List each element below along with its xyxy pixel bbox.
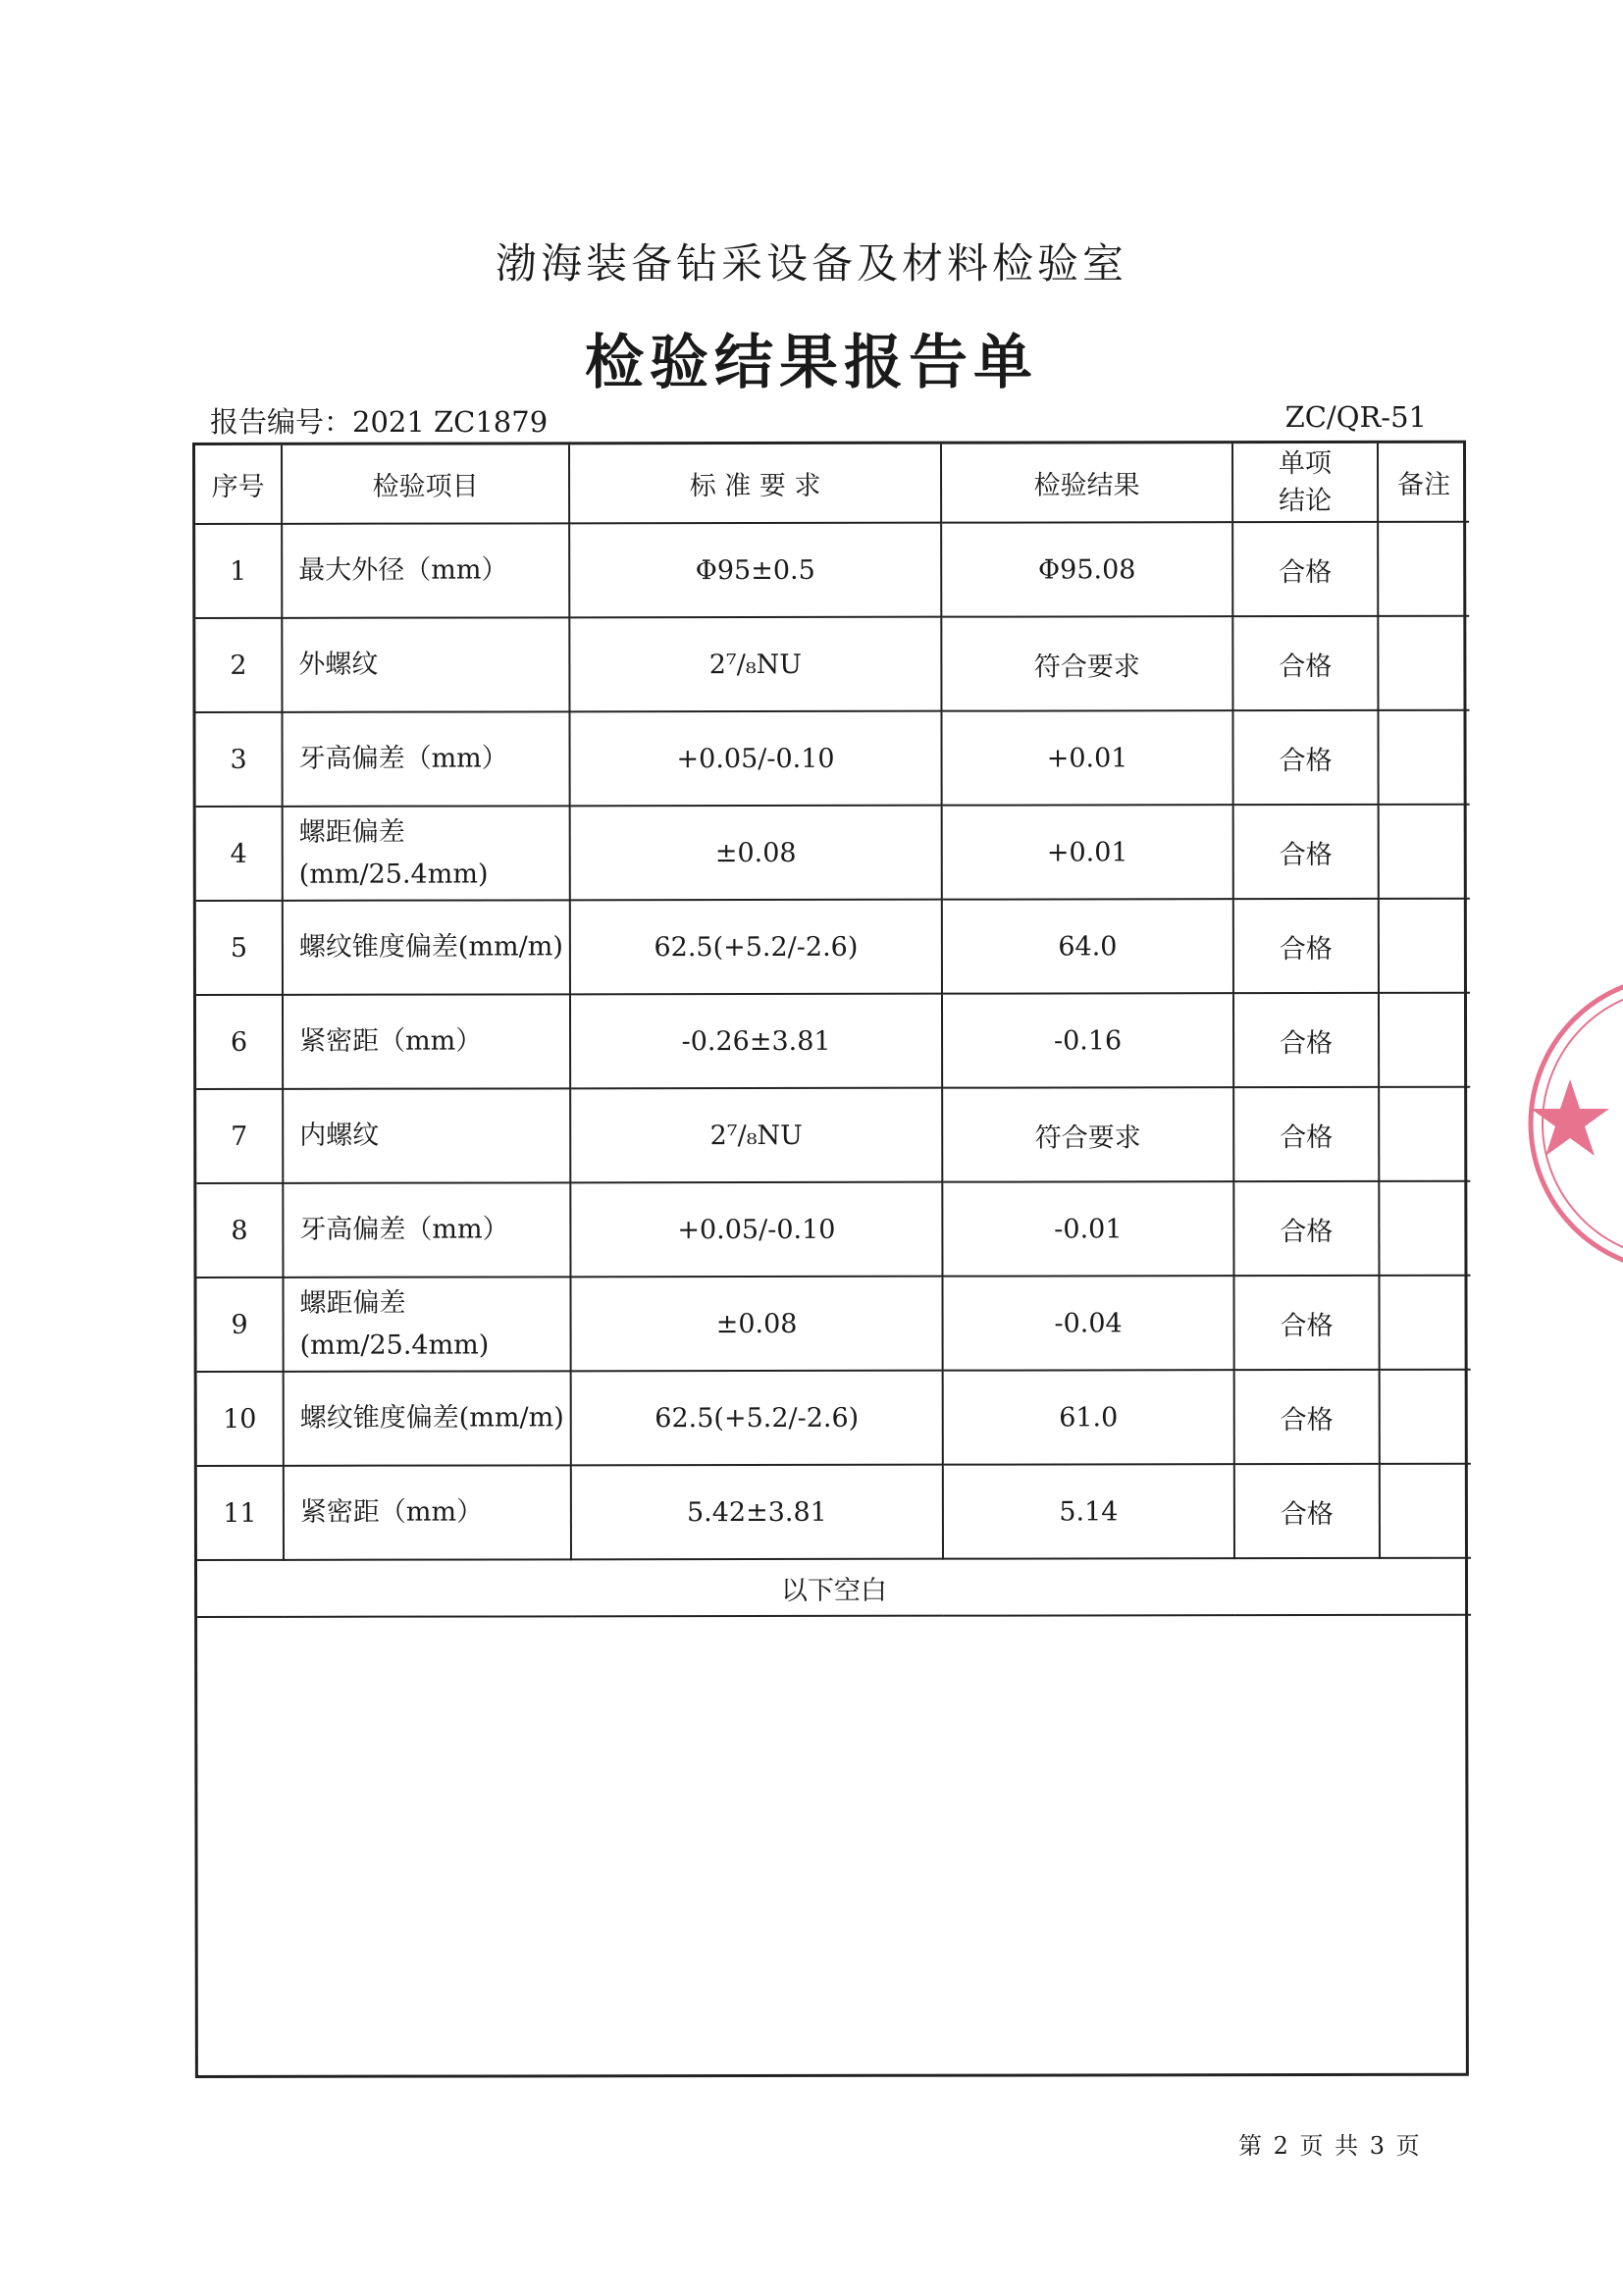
row-number: 8 bbox=[196, 1183, 283, 1278]
col-header-no: 序号 bbox=[195, 445, 282, 524]
row-remark bbox=[1378, 522, 1469, 616]
page-number: 第 2 页 共 3 页 bbox=[1238, 2132, 1422, 2160]
col-header-remark: 备注 bbox=[1378, 444, 1469, 522]
col-header-item: 检验项目 bbox=[282, 444, 569, 524]
row-number: 11 bbox=[197, 1466, 284, 1560]
col-header-verdict-text: 单项结论 bbox=[1279, 447, 1333, 516]
report-number: 报告编号：2021 ZC1879 bbox=[210, 405, 549, 439]
table-row bbox=[196, 805, 1470, 901]
table-row bbox=[195, 710, 1469, 807]
table-row bbox=[196, 1087, 1470, 1183]
blank-note: 以下空白 bbox=[197, 1558, 1471, 1617]
row-standard: +0.05/-0.10 bbox=[569, 711, 941, 807]
row-item: 紧密距（mm） bbox=[284, 1465, 571, 1560]
row-remark bbox=[1379, 805, 1470, 899]
row-remark bbox=[1379, 1276, 1470, 1370]
row-item: 内螺纹 bbox=[283, 1088, 570, 1183]
row-standard: ±0.08 bbox=[570, 806, 942, 901]
row-number: 9 bbox=[196, 1278, 283, 1372]
row-item: 牙高偏差（mm） bbox=[283, 1182, 570, 1278]
col-header-verdict bbox=[1232, 444, 1378, 522]
row-result: 符合要求 bbox=[942, 1087, 1233, 1182]
row-result: 符合要求 bbox=[941, 616, 1232, 711]
row-remark bbox=[1380, 1370, 1471, 1464]
row-verdict: 合格 bbox=[1232, 616, 1378, 710]
row-result: 5.14 bbox=[943, 1464, 1234, 1559]
form-code: ZC/QR-51 bbox=[1284, 400, 1427, 434]
row-item: 螺距偏差(mm/25.4mm) bbox=[283, 1277, 570, 1372]
row-verdict: 合格 bbox=[1234, 1370, 1380, 1464]
row-result: +0.01 bbox=[941, 710, 1232, 806]
row-standard: 62.5(+5.2/-2.6) bbox=[571, 1371, 943, 1466]
lab-name: 渤海装备钻采设备及材料检验室 bbox=[495, 239, 1127, 287]
row-standard: Φ95±0.5 bbox=[569, 523, 941, 618]
row-standard: 2⁷/₈NU bbox=[570, 1088, 942, 1183]
row-item: 螺纹锥度偏差(mm/m) bbox=[283, 900, 570, 995]
document-title: 检验结果报告单 bbox=[585, 329, 1038, 397]
row-result: 64.0 bbox=[942, 899, 1233, 994]
col-header-result: 检验结果 bbox=[941, 444, 1232, 523]
row-verdict: 合格 bbox=[1233, 1276, 1379, 1370]
table-row bbox=[195, 616, 1469, 712]
row-number: 4 bbox=[196, 807, 283, 901]
row-number: 1 bbox=[195, 524, 282, 618]
table-row bbox=[196, 993, 1470, 1089]
row-remark bbox=[1380, 1464, 1471, 1558]
row-standard: 5.42±3.81 bbox=[571, 1465, 943, 1560]
table-row bbox=[197, 1464, 1471, 1560]
row-result: +0.01 bbox=[942, 805, 1233, 900]
row-standard: +0.05/-0.10 bbox=[570, 1182, 942, 1278]
row-result: -0.04 bbox=[942, 1276, 1233, 1371]
row-standard: 2⁷/₈NU bbox=[569, 617, 941, 712]
row-verdict: 合格 bbox=[1233, 1087, 1379, 1181]
table-header-row bbox=[195, 444, 1469, 524]
row-verdict: 合格 bbox=[1233, 805, 1379, 899]
row-standard: ±0.08 bbox=[570, 1277, 942, 1372]
row-verdict: 合格 bbox=[1232, 710, 1378, 805]
results-sheet bbox=[192, 441, 1469, 2078]
row-verdict: 合格 bbox=[1232, 522, 1378, 616]
row-verdict: 合格 bbox=[1233, 993, 1379, 1087]
row-number: 10 bbox=[197, 1372, 284, 1466]
row-verdict: 合格 bbox=[1233, 899, 1379, 993]
table-row bbox=[197, 1370, 1471, 1466]
row-standard: 62.5(+5.2/-2.6) bbox=[570, 900, 942, 995]
row-result: -0.16 bbox=[942, 993, 1233, 1088]
row-number: 2 bbox=[195, 618, 282, 712]
seal-stamp bbox=[1511, 962, 1623, 1285]
col-header-standard: 标 准 要 求 bbox=[569, 444, 941, 524]
row-remark bbox=[1379, 1087, 1470, 1181]
row-verdict: 合格 bbox=[1234, 1464, 1380, 1558]
row-item: 紧密距（mm） bbox=[283, 994, 570, 1089]
table-row bbox=[196, 1276, 1470, 1372]
row-item: 牙高偏差（mm） bbox=[282, 711, 569, 807]
row-item: 最大外径（mm） bbox=[282, 523, 569, 618]
row-item: 螺距偏差(mm/25.4mm) bbox=[283, 806, 570, 901]
row-result: 61.0 bbox=[943, 1370, 1234, 1465]
row-standard: -0.26±3.81 bbox=[570, 994, 942, 1089]
row-item: 螺纹锥度偏差(mm/m) bbox=[284, 1371, 571, 1466]
row-number: 7 bbox=[196, 1089, 283, 1183]
row-remark bbox=[1378, 616, 1469, 710]
row-result: -0.01 bbox=[942, 1181, 1233, 1277]
table-row bbox=[196, 899, 1470, 995]
row-result: Φ95.08 bbox=[941, 522, 1232, 617]
row-number: 3 bbox=[195, 712, 282, 807]
results-table bbox=[195, 444, 1471, 1618]
row-remark bbox=[1379, 993, 1470, 1087]
row-number: 6 bbox=[196, 995, 283, 1089]
row-remark bbox=[1378, 710, 1469, 805]
row-verdict: 合格 bbox=[1233, 1181, 1379, 1276]
row-remark bbox=[1379, 1181, 1470, 1276]
table-row bbox=[196, 1181, 1470, 1278]
row-number: 5 bbox=[196, 901, 283, 995]
row-item: 外螺纹 bbox=[282, 617, 569, 712]
row-remark bbox=[1379, 899, 1470, 993]
blank-note-row bbox=[197, 1558, 1471, 1617]
table-row bbox=[195, 522, 1469, 618]
